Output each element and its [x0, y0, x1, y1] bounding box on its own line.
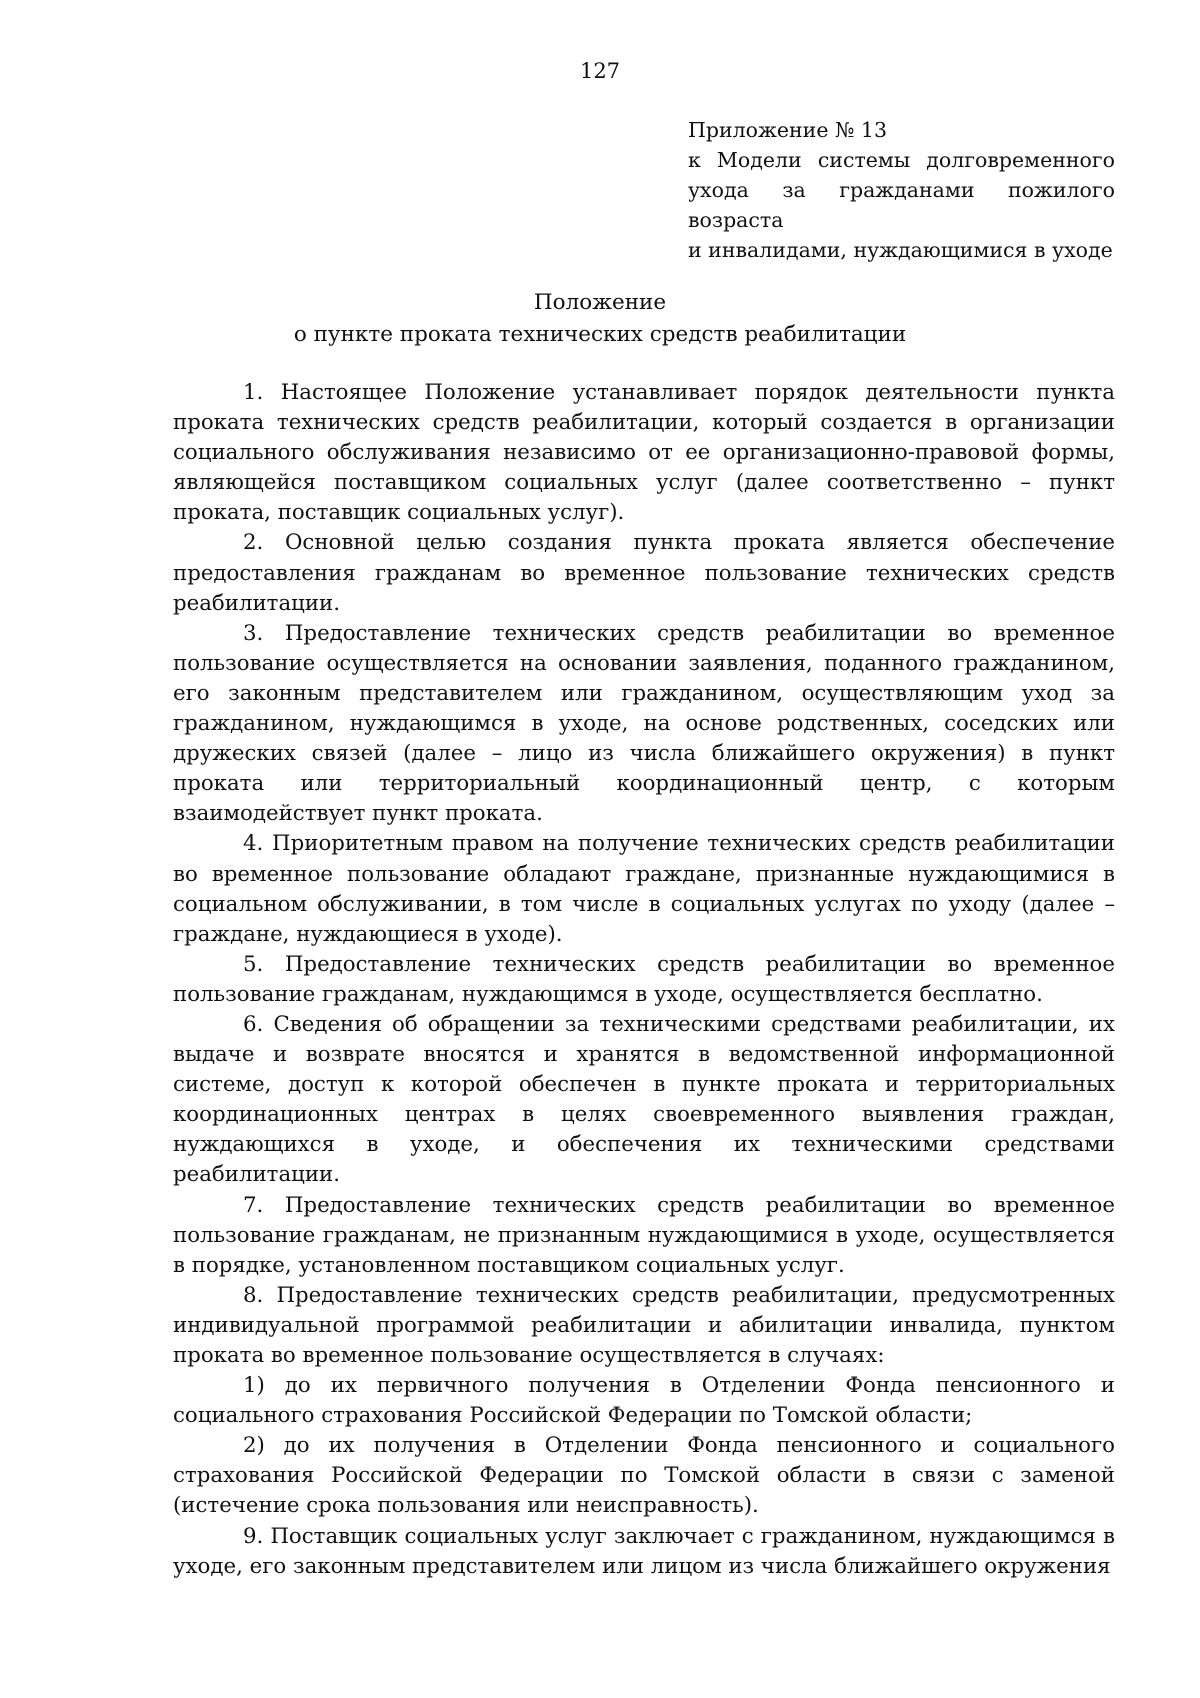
appendix-number: Приложение № 13	[688, 118, 887, 142]
paragraph-4: 4. Приоритетным правом на получение технических средств реабилитации во временное пользование обладают граждане, признанные нуждающимися в социальном обслуживании, в том числе в социальных услугах по уходу (далее – граждане, нуждающиеся в уходе).	[173, 831, 1115, 947]
paragraph-9: 9. Поставщик социальных услуг заключает с гражданином, нуждающимся в уходе, его законным представителем или лицом из числа ближайшего окружения	[173, 1523, 1115, 1579]
paragraph-3: 3. Предоставление технических средств реабилитации во временное пользование осуществляется на основании заявления, поданного гражданином, его законным представителем или гражданином, осуществляющим уход за гражданином, нуждающимся в уходе, на основе родственных, соседских или дружеских связей (далее – лицо из числа ближайшего окружения) в пункт проката или территориальный координационный центр, с которым взаимодействует пункт проката.	[173, 620, 1115, 827]
paragraph-8: 8. Предоставление технических средств реабилитации, предусмотренных индивидуальной программой реабилитации и абилитации инвалида, пунктом проката во временное пользование осуществляется в случаях:	[173, 1282, 1115, 1368]
document-title	[0, 287, 1200, 351]
document-body	[173, 378, 1115, 1582]
paragraph-1: 1. Настоящее Положение устанавливает порядок деятельности пункта проката технических средств реабилитации, который создается в организации социального обслуживания независимо от ее организационно-правовой формы, являющейся поставщиком социальных услуг (далее соответственно – пункт проката, поставщик социальных услуг).	[173, 380, 1115, 526]
page-number: 127	[579, 59, 621, 83]
paragraph-2: 2. Основной целью создания пункта проката является обеспечение предоставления гражданам во временное пользование технических средств реабилитации.	[173, 530, 1115, 616]
paragraph-7: 7. Предоставление технических средств реабилитации во временное пользование гражданам, не признанным нуждающимися в уходе, осуществляется в порядке, установленном поставщиком социальных услуг.	[173, 1192, 1115, 1278]
appendix-block	[688, 115, 1115, 265]
appendix-line: и инвалидами, нуждающимися в уходе	[688, 238, 1113, 262]
title-heading: Положение	[533, 290, 667, 315]
paragraph-5: 5. Предоставление технических средств реабилитации во временное пользование гражданам, нуждающимся в уходе, осуществляется бесплатно.	[173, 951, 1115, 1007]
subparagraph-8-2: 2) до их получения в Отделении Фонда пенсионного и социального страхования Российской Федерации по Томской области в связи с заменой (истечение срока пользования или неисправность).	[173, 1433, 1115, 1519]
title-subheading: о пункте проката технических средств реабилитации	[293, 322, 907, 347]
appendix-line: ухода за гражданами пожилого возраста	[688, 178, 1115, 232]
paragraph-6: 6. Сведения об обращении за техническими средствами реабилитации, их выдаче и возврате вносятся и хранятся в ведомственной информационной системе, доступ к которой обеспечен в пункте проката и территориальных координационных центрах в целях своевременного выявления граждан, нуждающихся в уходе, и обеспечения их техническими средствами реабилитации.	[173, 1011, 1115, 1188]
appendix-line: к Модели системы долговременного	[688, 148, 1115, 172]
subparagraph-8-1: 1) до их первичного получения в Отделении Фонда пенсионного и социального страхования Российской Федерации по Томской области;	[173, 1373, 1115, 1429]
